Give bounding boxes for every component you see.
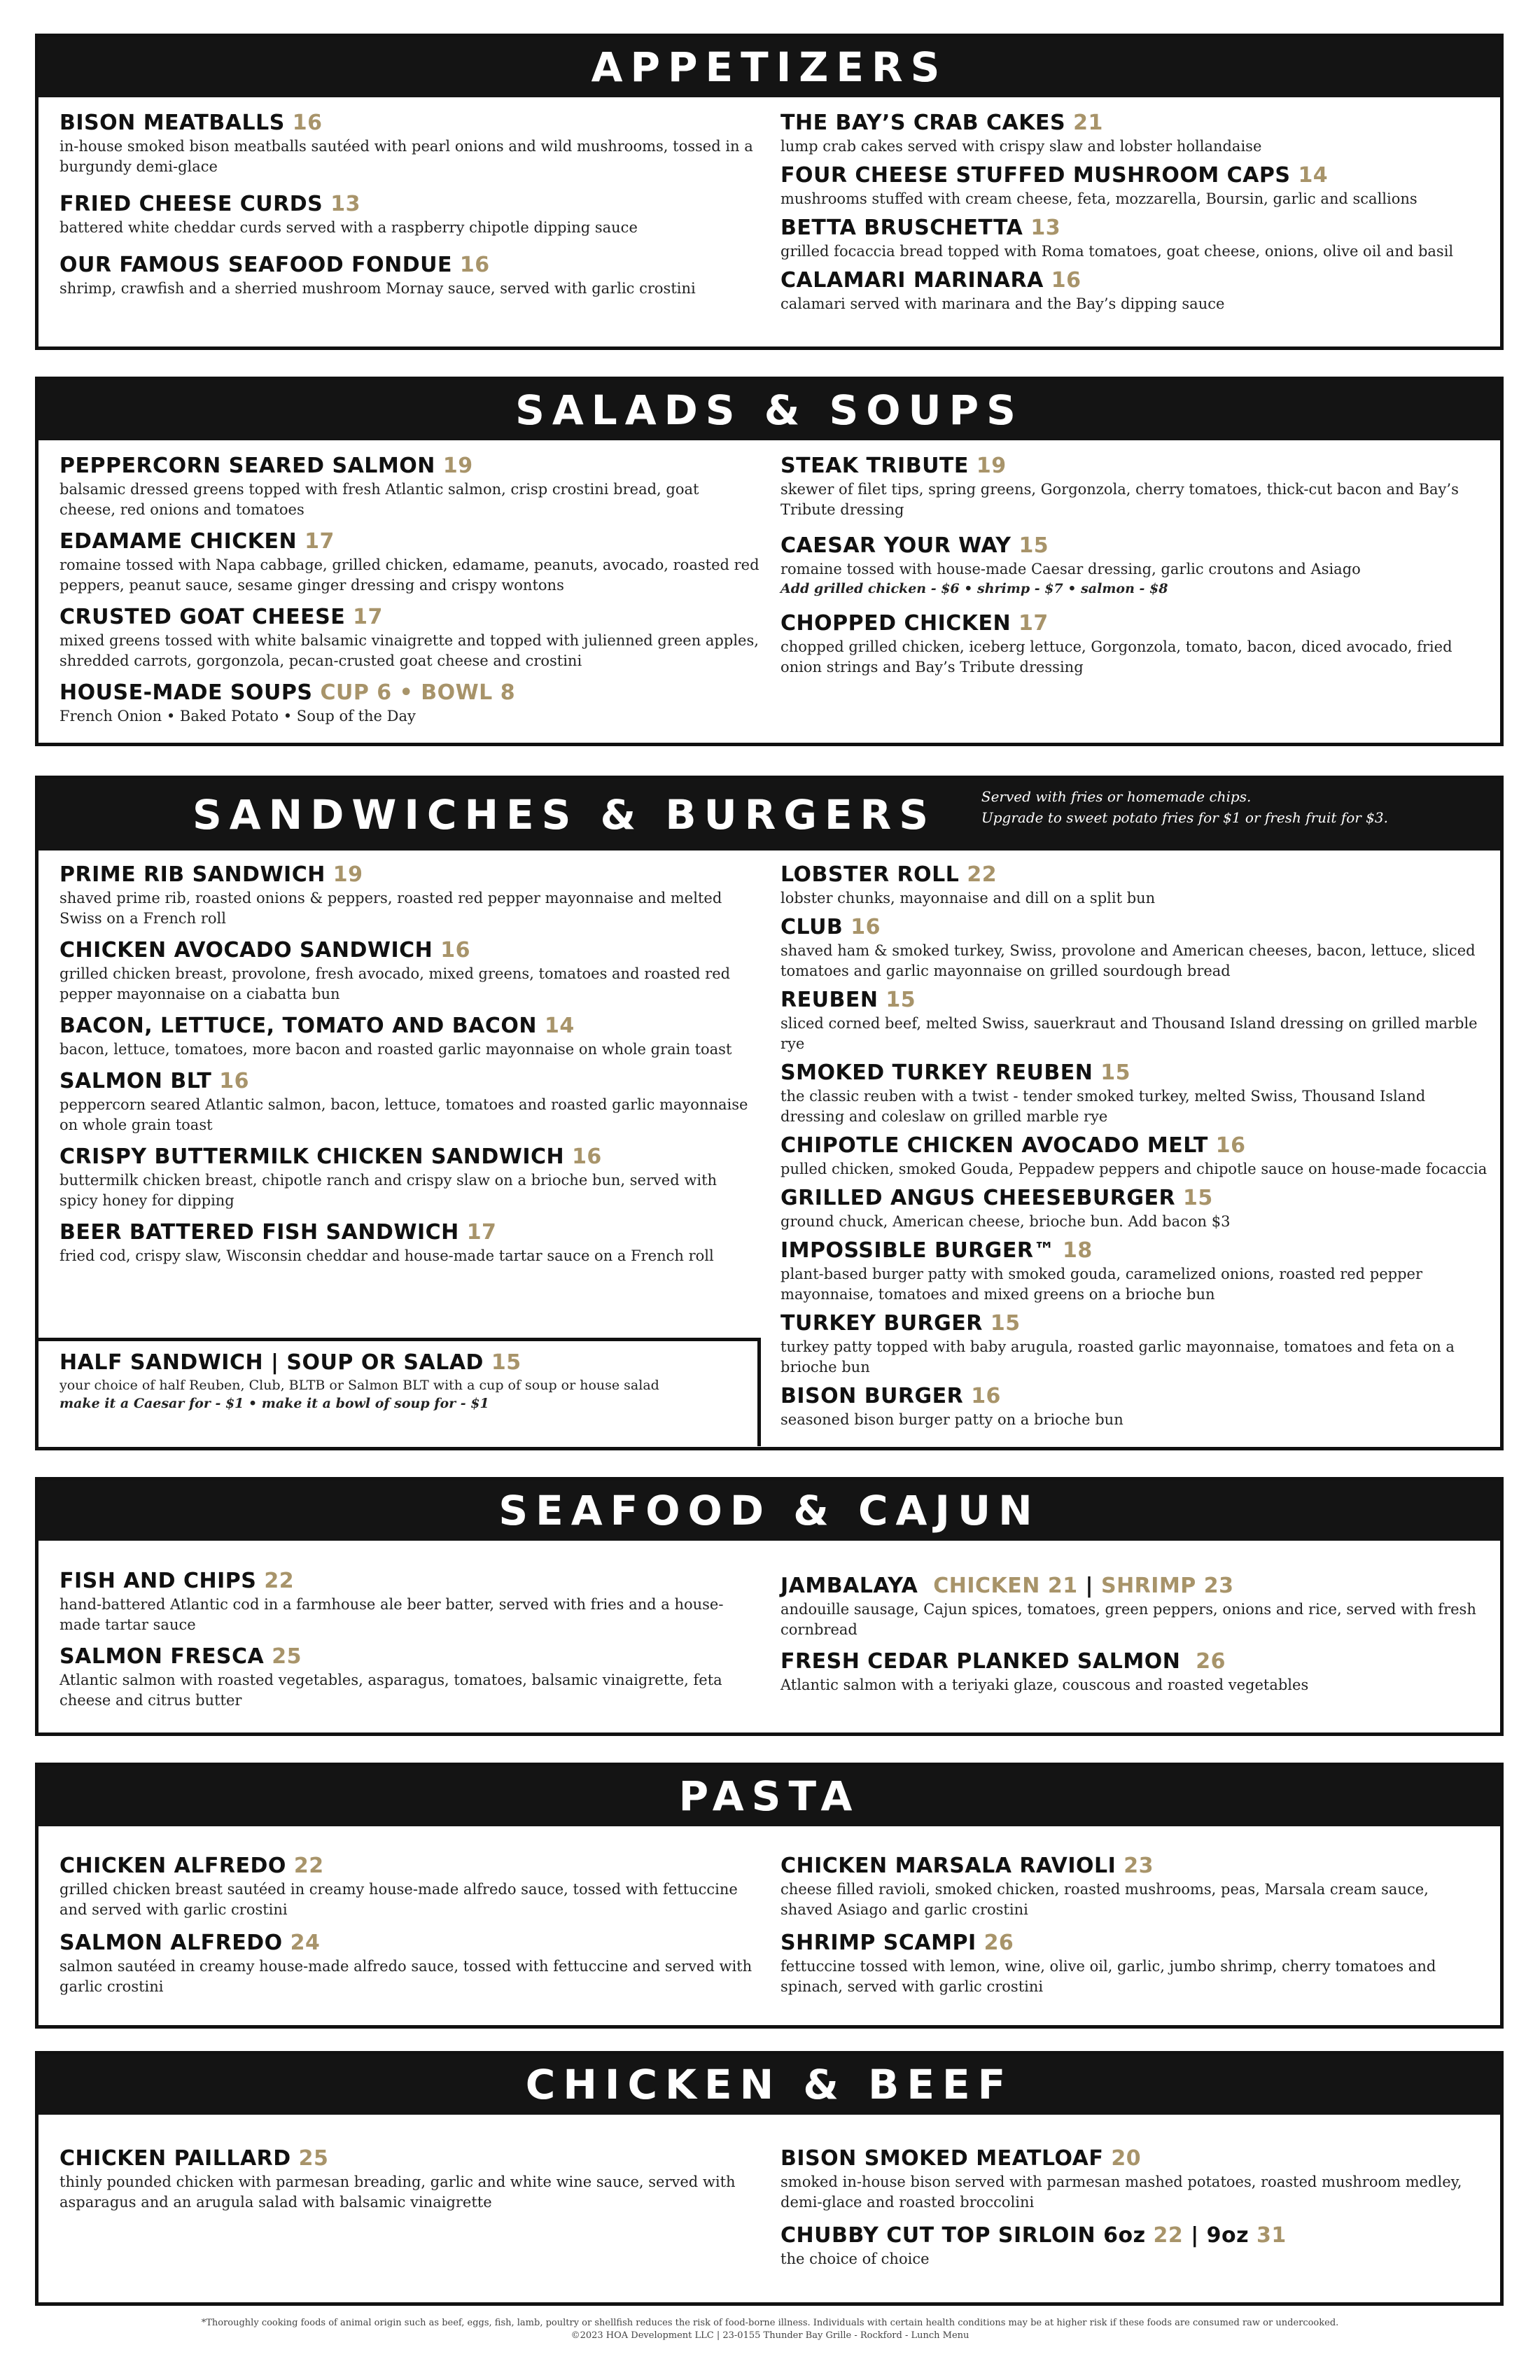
item-price: 24 xyxy=(290,1931,321,1955)
menu-item xyxy=(59,1144,760,1211)
item-name: REUBEN xyxy=(780,988,878,1012)
item-description: salmon sautéed in creamy house-made alfredo sauce, tossed with fettuccine and served with garlic crostini xyxy=(59,1958,752,1995)
portion-size: 6oz xyxy=(1103,2223,1146,2248)
item-price: 23 xyxy=(1124,1854,1154,1878)
item-description: turkey patty topped with baby arugula, roasted garlic mayonnaise, tomatoes and feta on a brioche bun xyxy=(780,1338,1455,1376)
item-description: ground chuck, American cheese, brioche bun. Add bacon $3 xyxy=(780,1213,1231,1230)
section-header xyxy=(38,779,1500,850)
item-price: 25 xyxy=(298,2146,329,2171)
item-addon: Add grilled chicken - $6 • shrimp - $7 • salmon - $8 xyxy=(780,581,1168,596)
item-price: 14 xyxy=(544,1014,575,1038)
menu-item xyxy=(780,110,1480,157)
copyright-text: ©2023 HOA Development LLC | 23-0155 Thunder Bay Grille - Rockford - Lunch Menu xyxy=(570,2330,969,2341)
menu-item xyxy=(59,680,760,727)
menu-item xyxy=(780,1060,1488,1127)
item-name: PEPPERCORN SEARED SALMON xyxy=(59,454,435,478)
item-price: 16 xyxy=(850,915,881,939)
item-name: STEAK TRIBUTE xyxy=(780,454,969,478)
item-price: 15 xyxy=(1100,1060,1131,1085)
item-name: FOUR CHEESE STUFFED MUSHROOM CAPS xyxy=(780,163,1291,188)
item-price: 31 xyxy=(1256,2223,1287,2248)
salads-right-column xyxy=(780,453,1480,690)
item-description: battered white cheddar curds served with a raspberry chipotle dipping sauce xyxy=(59,219,638,236)
item-name: LOBSTER ROLL xyxy=(780,862,960,887)
section-title: SANDWICHES & BURGERS xyxy=(192,791,936,839)
item-description: in-house smoked bison meatballs sautéed with pearl onions and wild mushrooms, tossed in a burgundy demi-glace xyxy=(59,138,753,175)
note-line: Served with fries or homemade chips. xyxy=(981,788,1252,805)
item-price: 16 xyxy=(971,1384,1001,1408)
item-name: SALMON BLT xyxy=(59,1069,212,1093)
item-description: cheese filled ravioli, smoked chicken, roasted mushrooms, peas, Marsala cream sauce, shaved Asiago and garlic crostini xyxy=(780,1881,1429,1918)
menu-item xyxy=(59,191,760,238)
item-name: FRIED CHEESE CURDS xyxy=(59,192,323,216)
item-description: mushrooms stuffed with cream cheese, feta, mozzarella, Boursin, garlic and scallions xyxy=(780,190,1418,207)
appetizers-right-column xyxy=(780,110,1480,320)
menu-item xyxy=(780,987,1488,1054)
item-description: balsamic dressed greens topped with fresh Atlantic salmon, crisp crostini bread, goat cheese, red onions and tomatoes xyxy=(59,481,699,518)
item-description: buttermilk chicken breast, chipotle ranch and crispy slaw on a brioche bun, served with spicy honey for dipping xyxy=(59,1172,718,1209)
menu-item xyxy=(780,862,1488,909)
item-name: BISON BURGER xyxy=(780,1384,964,1408)
menu-item xyxy=(780,1133,1488,1180)
item-price: 20 xyxy=(1111,2146,1142,2171)
menu-item xyxy=(780,1648,1480,1695)
sandwiches-burgers-section xyxy=(35,776,1504,1450)
menu-item xyxy=(780,1383,1488,1430)
item-price: CHICKEN 21 xyxy=(933,1574,1078,1598)
item-description: skewer of filet tips, spring greens, Gorgonzola, cherry tomatoes, thick-cut bacon and Bay’s Tribute dressing xyxy=(780,481,1459,518)
menu-item xyxy=(59,528,760,596)
item-description: calamari served with marinara and the Bay’s dipping sauce xyxy=(780,295,1225,312)
item-price: 19 xyxy=(442,454,473,478)
item-price: 16 xyxy=(219,1069,250,1093)
menu-item xyxy=(780,1853,1480,1920)
pasta-left-column xyxy=(59,1853,760,2007)
item-name: BEER BATTERED FISH SANDWICH xyxy=(59,1220,459,1245)
item-description: thinly pounded chicken with parmesan breading, garlic and white wine sauce, served with asparagus and an arugula salad with balsamic vinaigrette xyxy=(59,2174,736,2211)
menu-item xyxy=(780,914,1488,981)
item-description: Atlantic salmon with roasted vegetables, asparagus, tomatoes, balsamic vinaigrette, feta cheese and citrus butter xyxy=(59,1672,722,1709)
item-price: 26 xyxy=(983,1931,1014,1955)
appetizers-section xyxy=(35,34,1504,350)
menu-item xyxy=(59,1068,760,1135)
item-name: CHUBBY CUT TOP SIRLOIN xyxy=(780,2223,1096,2248)
price-separator: | xyxy=(1191,2223,1199,2248)
item-price: 16 xyxy=(1051,268,1082,293)
item-description: chopped grilled chicken, iceberg lettuce, Gorgonzola, tomato, bacon, diced avocado, fried onion strings and Bay’s Tribute dressing xyxy=(780,638,1452,676)
item-description: fried cod, crispy slaw, Wisconsin cheddar and house-made tartar sauce on a French roll xyxy=(59,1247,714,1264)
chicken-left-column xyxy=(59,2146,760,2227)
item-price: 16 xyxy=(1215,1133,1246,1158)
item-description: peppercorn seared Atlantic salmon, bacon, lettuce, tomatoes and roasted garlic mayonnaise on whole grain toast xyxy=(59,1096,748,1133)
item-description: lobster chunks, mayonnaise and dill on a split bun xyxy=(780,890,1156,906)
half-sandwich-box xyxy=(38,1338,761,1446)
section-title: SEAFOOD & CAJUN xyxy=(38,1480,1500,1541)
menu-item xyxy=(59,1644,760,1711)
item-addon: make it a Caesar for - $1 • make it a bowl of soup for - $1 xyxy=(59,1396,489,1411)
item-price: 22 xyxy=(1153,2223,1184,2248)
item-name: CLUB xyxy=(780,915,844,939)
item-description: fettuccine tossed with lemon, wine, olive oil, garlic, jumbo shrimp, cherry tomatoes and spinach, served with garlic crostini xyxy=(780,1958,1436,1995)
item-description: smoked in-house bison served with parmesan mashed potatoes, roasted mushroom medley, demi-glace and roasted broccolini xyxy=(780,2174,1462,2211)
disclaimer-text: *Thoroughly cooking foods of animal origin such as beef, eggs, fish, lamb, poultry or shellfish reduces the risk of food-borne illness. Individuals with certain health conditions may be at higher risk if these foods are consumed raw or undercooked. xyxy=(201,2318,1339,2328)
menu-item xyxy=(59,862,760,929)
item-price: 26 xyxy=(1196,1649,1226,1674)
item-name: CHICKEN ALFREDO xyxy=(59,1854,286,1878)
item-price: 17 xyxy=(1018,611,1049,636)
pasta-right-column xyxy=(780,1853,1480,2007)
item-name: GRILLED ANGUS CHEESEBURGER xyxy=(780,1186,1176,1210)
item-price: 17 xyxy=(466,1220,497,1245)
item-name: HALF SANDWICH | SOUP OR SALAD xyxy=(59,1350,484,1375)
chicken-right-column xyxy=(780,2146,1480,2283)
item-name: CHICKEN MARSALA RAVIOLI xyxy=(780,1854,1116,1878)
salads-left-column xyxy=(59,453,760,735)
seafood-right-column xyxy=(780,1573,1480,1704)
item-name: PRIME RIB SANDWICH xyxy=(59,862,326,887)
item-price: 16 xyxy=(292,111,323,135)
menu-item xyxy=(59,110,760,177)
item-price: 19 xyxy=(976,454,1007,478)
item-description: Atlantic salmon with a teriyaki glaze, couscous and roasted vegetables xyxy=(780,1676,1309,1693)
item-name: JAMBALAYA xyxy=(780,1574,918,1598)
menu-item xyxy=(780,1238,1488,1305)
item-price: 22 xyxy=(967,862,997,887)
item-price: 16 xyxy=(459,253,490,277)
chicken-beef-section xyxy=(35,2051,1504,2306)
item-description: hand-battered Atlantic cod in a farmhouse ale beer batter, served with fries and a house-made tartar sauce xyxy=(59,1596,724,1633)
item-name: BETTA BRUSCHETTA xyxy=(780,216,1023,240)
item-description: French Onion • Baked Potato • Soup of the Day xyxy=(59,708,416,724)
item-price: SHRIMP 23 xyxy=(1100,1574,1234,1598)
item-description: the choice of choice xyxy=(780,2250,930,2267)
item-name: SMOKED TURKEY REUBEN xyxy=(780,1060,1093,1085)
menu-item xyxy=(780,1930,1480,1997)
item-name: SALMON FRESCA xyxy=(59,1644,265,1669)
item-name: CRISPY BUTTERMILK CHICKEN SANDWICH xyxy=(59,1144,565,1169)
salads-soups-section xyxy=(35,377,1504,746)
item-price: 22 xyxy=(293,1854,324,1878)
item-price: 17 xyxy=(304,529,335,554)
item-name: EDAMAME CHICKEN xyxy=(59,529,298,554)
item-name: HOUSE-MADE SOUPS xyxy=(59,680,313,705)
item-price: 15 xyxy=(886,988,916,1012)
menu-item xyxy=(59,937,760,1004)
portion-size: 9oz xyxy=(1206,2223,1250,2248)
item-name: IMPOSSIBLE BURGER™ xyxy=(780,1238,1055,1263)
price-separator: | xyxy=(1085,1574,1094,1598)
item-name: BACON, LETTUCE, TOMATO AND BACON xyxy=(59,1014,537,1038)
item-name: TURKEY BURGER xyxy=(780,1311,983,1336)
sandwiches-right-column xyxy=(780,862,1488,1436)
item-description: shrimp, crawfish and a sherried mushroom Mornay sauce, served with garlic crostini xyxy=(59,280,696,297)
menu-item xyxy=(780,1185,1488,1232)
item-description: seasoned bison burger patty on a brioche bun xyxy=(780,1411,1124,1428)
item-price: 16 xyxy=(572,1144,602,1169)
seafood-left-column xyxy=(59,1568,760,1719)
item-name: SHRIMP SCAMPI xyxy=(780,1931,976,1955)
menu-item xyxy=(780,533,1480,598)
item-description: bacon, lettuce, tomatoes, more bacon and roasted garlic mayonnaise on whole grain toast xyxy=(59,1041,732,1058)
menu-item xyxy=(59,453,760,520)
item-name: THE BAY’S CRAB CAKES xyxy=(780,111,1066,135)
menu-item xyxy=(780,215,1480,262)
item-description: shaved ham & smoked turkey, Swiss, provolone and American cheeses, bacon, lettuce, sliced tomatoes and garlic mayonnaise on grilled sourdough bread xyxy=(780,942,1476,979)
menu-item xyxy=(780,162,1480,209)
item-price: 19 xyxy=(332,862,363,887)
item-description: grilled chicken breast, provolone, fresh avocado, mixed greens, tomatoes and roasted red pepper mayonnaise on a ciabatta bun xyxy=(59,965,731,1002)
pasta-section xyxy=(35,1763,1504,2029)
item-name: CALAMARI MARINARA xyxy=(780,268,1044,293)
item-price: 25 xyxy=(272,1644,302,1669)
menu-item xyxy=(780,610,1480,678)
item-price: 15 xyxy=(990,1311,1021,1336)
section-note xyxy=(981,786,1388,828)
menu-item xyxy=(59,1568,760,1635)
item-name: BISON MEATBALLS xyxy=(59,111,285,135)
item-price: 18 xyxy=(1062,1238,1093,1263)
item-description: pulled chicken, smoked Gouda, Peppadew peppers and chipotle sauce on house-made focaccia xyxy=(780,1161,1488,1177)
menu-item xyxy=(780,453,1480,520)
item-name: CAESAR YOUR WAY xyxy=(780,533,1011,558)
item-description: grilled chicken breast sautéed in creamy house-made alfredo sauce, tossed with fettuccine and served with garlic crostini xyxy=(59,1881,738,1918)
item-description: romaine tossed with Napa cabbage, grilled chicken, edamame, peanuts, avocado, roasted red peppers, peanut sauce, sesame ginger dressing and crispy wontons xyxy=(59,556,760,594)
menu-item xyxy=(780,1573,1480,1640)
item-price: 15 xyxy=(1018,533,1049,558)
item-price: 21 xyxy=(1073,111,1103,135)
item-name: CRUSTED GOAT CHEESE xyxy=(59,605,346,629)
menu-item xyxy=(59,252,760,299)
item-description: lump crab cakes served with crispy slaw and lobster hollandaise xyxy=(780,138,1262,155)
footer xyxy=(0,2317,1540,2342)
item-name: BISON SMOKED MEATLOAF xyxy=(780,2146,1104,2171)
item-name: CHIPOTLE CHICKEN AVOCADO MELT xyxy=(780,1133,1208,1158)
item-price: 13 xyxy=(330,192,360,216)
appetizers-left-column xyxy=(59,110,760,313)
item-description: andouille sausage, Cajun spices, tomatoes, green peppers, onions and rice, served with fresh cornbread xyxy=(780,1601,1476,1638)
item-name: OUR FAMOUS SEAFOOD FONDUE xyxy=(59,253,452,277)
item-price: 17 xyxy=(353,605,383,629)
menu-item xyxy=(780,1310,1488,1378)
item-description: your choice of half Reuben, Club, BLTB or Salmon BLT with a cup of soup or house salad xyxy=(59,1378,659,1393)
menu-item xyxy=(780,2146,1480,2213)
item-name: FISH AND CHIPS xyxy=(59,1569,257,1593)
item-description: mixed greens tossed with white balsamic vinaigrette and topped with julienned green apples, shredded carrots, gorgonzola, pecan-crusted goat cheese and crostini xyxy=(59,632,759,669)
menu-item xyxy=(59,2146,760,2213)
item-price: 22 xyxy=(264,1569,295,1593)
item-description: the classic reuben with a twist - tender smoked turkey, melted Swiss, Thousand Island dressing and coleslaw on grilled marble rye xyxy=(780,1088,1426,1125)
item-price: 16 xyxy=(440,938,470,962)
menu-item xyxy=(780,267,1480,314)
note-line: Upgrade to sweet potato fries for $1 or fresh fruit for $3. xyxy=(981,809,1388,826)
menu-item xyxy=(59,1930,760,1997)
section-title: APPETIZERS xyxy=(38,37,1500,97)
menu-item xyxy=(59,604,760,671)
section-title: CHICKEN & BEEF xyxy=(38,2054,1500,2115)
menu-item xyxy=(59,1853,760,1920)
item-description: sliced corned beef, melted Swiss, sauerkraut and Thousand Island dressing on grilled marble rye xyxy=(780,1015,1478,1052)
seafood-cajun-section xyxy=(35,1477,1504,1736)
item-name: CHICKEN AVOCADO SANDWICH xyxy=(59,938,433,962)
item-price: 15 xyxy=(1183,1186,1213,1210)
item-price: 13 xyxy=(1030,216,1061,240)
item-description: grilled focaccia bread topped with Roma tomatoes, goat cheese, onions, olive oil and basil xyxy=(780,243,1454,260)
menu-item xyxy=(59,1013,760,1060)
item-description: romaine tossed with house-made Caesar dressing, garlic croutons and Asiago xyxy=(780,561,1361,578)
menu-item xyxy=(780,2222,1480,2269)
item-name: SALMON ALFREDO xyxy=(59,1931,283,1955)
item-name: CHICKEN PAILLARD xyxy=(59,2146,291,2171)
item-price: 14 xyxy=(1298,163,1329,188)
item-price: 15 xyxy=(491,1350,522,1375)
section-title: PASTA xyxy=(38,1766,1500,1826)
item-price: CUP 6 • BOWL 8 xyxy=(320,680,516,705)
item-description: shaved prime rib, roasted onions & peppers, roasted red pepper mayonnaise and melted Swiss on a French roll xyxy=(59,890,722,927)
menu-item xyxy=(59,1219,760,1266)
section-title: SALADS & SOUPS xyxy=(38,380,1500,440)
sandwiches-left-column xyxy=(59,862,760,1275)
item-name: CHOPPED CHICKEN xyxy=(780,611,1011,636)
item-description: plant-based burger patty with smoked gouda, caramelized onions, roasted red pepper mayonnaise, tomatoes and mixed greens on a brioche bun xyxy=(780,1266,1423,1303)
item-name: FRESH CEDAR PLANKED SALMON xyxy=(780,1649,1181,1674)
